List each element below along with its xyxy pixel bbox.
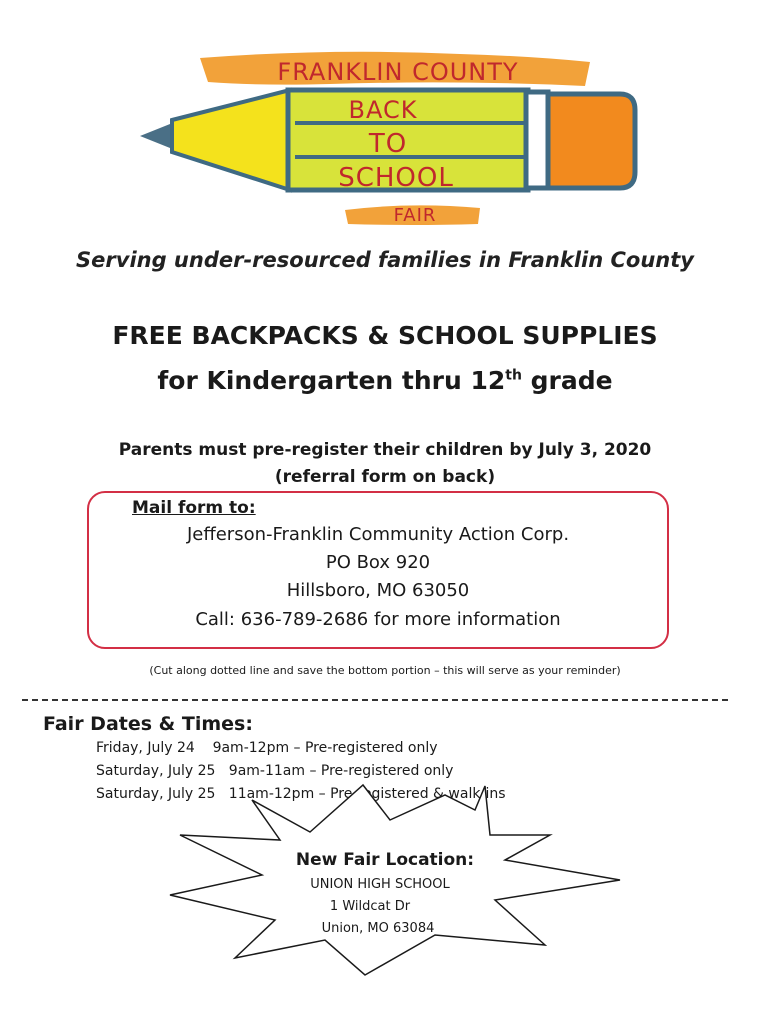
headline-line-2	[0, 366, 770, 395]
headline-grade-suffix: grade	[521, 366, 613, 395]
fair-date-line: Saturday, July 25 9am-11am – Pre-registered only	[96, 763, 454, 779]
logo-line-1: FRANKLIN COUNTY	[277, 58, 519, 86]
location-school: UNION HIGH SCHOOL	[310, 877, 450, 892]
location-city: Union, MO 63084	[321, 921, 435, 936]
referral-form-note: (referral form on back)	[274, 467, 496, 487]
mail-po-box: PO Box 920	[325, 552, 431, 573]
headline-grade-text: for Kindergarten thru 12	[157, 366, 506, 395]
logo-pencil-tip	[172, 90, 290, 190]
mail-city: Hillsboro, MO 63050	[286, 580, 470, 601]
preregister-notice: Parents must pre-register their children by July 3, 2020	[118, 440, 652, 460]
mail-heading: Mail form to:	[132, 498, 256, 518]
mail-phone: Call: 636-789-2686 for more information	[195, 609, 561, 630]
logo-line-2: BACK	[348, 96, 418, 124]
logo-pencil-ferrule	[526, 92, 548, 188]
fair-date-line: Saturday, July 25 11am-12pm – Pre-registered & walk-ins	[96, 786, 506, 802]
logo-line-5: FAIR	[393, 205, 437, 226]
fair-logo	[130, 40, 650, 240]
location-street: 1 Wildcat Dr	[329, 899, 411, 914]
logo-line-3: TO	[368, 129, 408, 159]
mail-organization: Jefferson-Franklin Community Action Corp.	[186, 524, 570, 545]
fair-dates-heading: Fair Dates & Times:	[43, 713, 253, 735]
cut-line	[22, 699, 728, 701]
logo-pencil-eraser	[548, 94, 635, 188]
location-heading: New Fair Location:	[295, 850, 475, 870]
fair-date-line: Friday, July 24 9am-12pm – Pre-registered only	[96, 740, 438, 756]
tagline: Serving under-resourced families in Franklin County	[76, 248, 694, 272]
headline-line-1: FREE BACKPACKS & SCHOOL SUPPLIES	[112, 321, 658, 350]
headline-superscript: th	[505, 367, 522, 384]
logo-pencil-lead	[140, 122, 175, 150]
logo-line-4: SCHOOL	[338, 163, 454, 193]
cut-instruction: (Cut along dotted line and save the bottom portion – this will serve as your reminder)	[149, 664, 621, 677]
